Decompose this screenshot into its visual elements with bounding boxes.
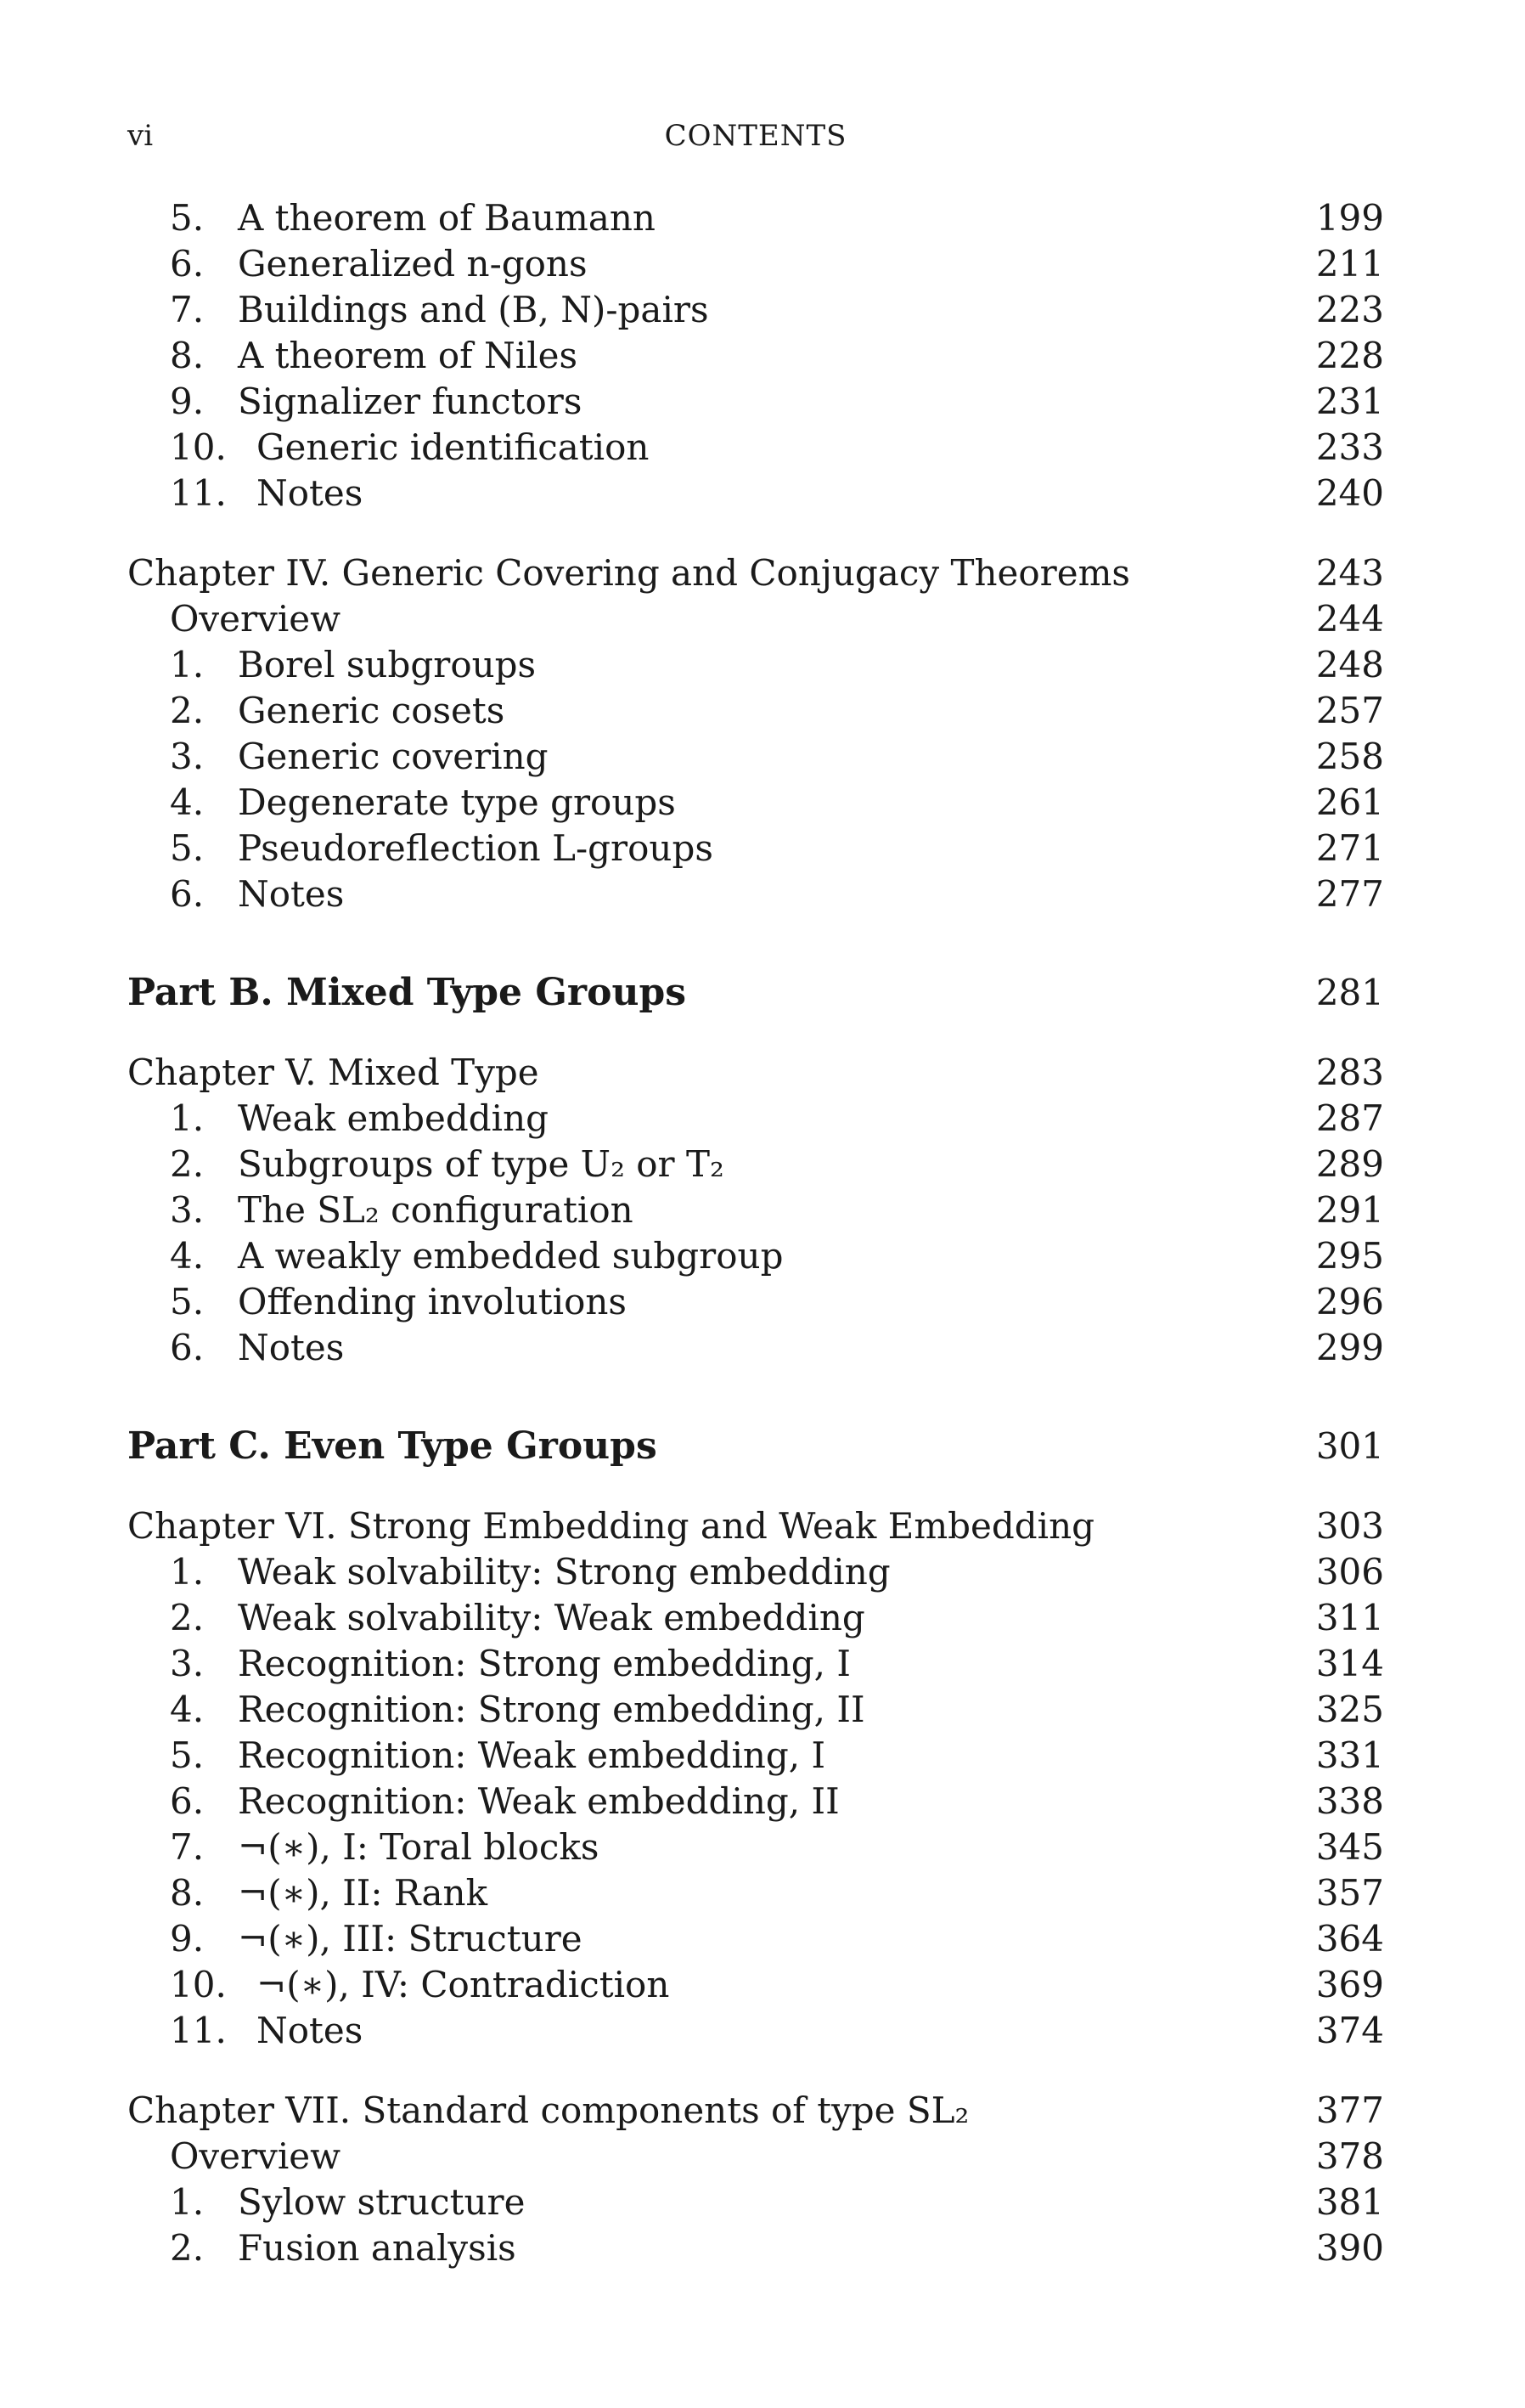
toc-entry-label: Weak embedding bbox=[238, 1097, 549, 1139]
toc-entry-section bbox=[127, 1549, 1384, 1595]
toc-section-number: 1. bbox=[170, 1097, 205, 1139]
toc-entry-chapter bbox=[127, 1503, 1384, 1549]
toc-entry-section bbox=[127, 1870, 1384, 1916]
toc-entry-part bbox=[127, 1424, 1384, 1469]
toc-section-number: 7. bbox=[170, 289, 205, 330]
toc-entry-label: Notes bbox=[238, 1327, 345, 1368]
page-header bbox=[127, 119, 1384, 161]
toc-section-number: 8. bbox=[170, 1872, 205, 1914]
toc-page-number: 211 bbox=[1315, 243, 1384, 285]
running-title: CONTENTS bbox=[664, 119, 847, 153]
toc-entry-section bbox=[127, 780, 1384, 826]
toc-page-number: 271 bbox=[1315, 827, 1384, 869]
toc-section-number: 7. bbox=[170, 1826, 205, 1868]
toc-entry-section bbox=[127, 287, 1384, 333]
toc-section-number: 5. bbox=[170, 1734, 205, 1776]
toc-section-number: 11. bbox=[170, 2010, 227, 2051]
toc-entry-label: Notes bbox=[256, 472, 363, 514]
toc-page-number: 381 bbox=[1315, 2181, 1384, 2223]
toc-entry-section bbox=[127, 871, 1384, 917]
toc-section-number: 5. bbox=[170, 197, 205, 239]
toc-page-number: 287 bbox=[1315, 1097, 1384, 1139]
toc-page-number: 223 bbox=[1315, 289, 1384, 330]
toc-entry-label: Notes bbox=[238, 873, 345, 915]
toc-entry-section bbox=[127, 2008, 1384, 2054]
toc-page-number: 243 bbox=[1315, 552, 1384, 594]
toc-entry-section bbox=[127, 1687, 1384, 1733]
toc-entry-part bbox=[127, 970, 1384, 1016]
toc-entry-label: ¬(∗), II: Rank bbox=[238, 1872, 488, 1914]
toc-section-number: 9. bbox=[170, 1918, 205, 1960]
chapter-title: Chapter VII. Standard components of type SL₂ bbox=[127, 2089, 970, 2131]
toc-page-number: 258 bbox=[1315, 736, 1384, 777]
toc-entry-chapter bbox=[127, 2088, 1384, 2134]
toc-page-number: 390 bbox=[1315, 2227, 1384, 2269]
toc-page-number: 378 bbox=[1315, 2135, 1384, 2177]
toc-page-number: 296 bbox=[1315, 1281, 1384, 1322]
toc-entry-label: Overview bbox=[170, 598, 341, 640]
toc-entry-section bbox=[127, 1096, 1384, 1142]
toc-entry-label: Buildings and (B, N)-pairs bbox=[238, 289, 709, 330]
toc-entry-label: Notes bbox=[256, 2010, 363, 2051]
toc-page-number: 244 bbox=[1315, 598, 1384, 640]
toc-section-number: 6. bbox=[170, 1780, 205, 1822]
chapter-title: Chapter VI. Strong Embedding and Weak Embedding bbox=[127, 1505, 1095, 1547]
toc-entry-label: Sylow structure bbox=[238, 2181, 526, 2223]
chapter-title: Chapter IV. Generic Covering and Conjugacy Theorems bbox=[127, 552, 1130, 594]
toc-section-number: 1. bbox=[170, 644, 205, 685]
toc-page-number: 377 bbox=[1315, 2089, 1384, 2131]
toc-entry-section bbox=[127, 195, 1384, 241]
toc-entry-label: ¬(∗), III: Structure bbox=[238, 1918, 582, 1960]
chapter-title: Chapter V. Mixed Type bbox=[127, 1052, 539, 1093]
toc-entry-section bbox=[127, 1595, 1384, 1641]
toc-entry-overview bbox=[127, 596, 1384, 642]
toc-entry-label: Recognition: Weak embedding, I bbox=[238, 1734, 826, 1776]
toc-page-number: 231 bbox=[1315, 381, 1384, 422]
toc-section-number: 4. bbox=[170, 1235, 205, 1277]
toc-entry-section bbox=[127, 1733, 1384, 1779]
toc-entry-section bbox=[127, 826, 1384, 871]
toc-section-number: 8. bbox=[170, 335, 205, 376]
toc-section-number: 2. bbox=[170, 1143, 205, 1185]
toc-section-number: 4. bbox=[170, 781, 205, 823]
toc-section-number: 2. bbox=[170, 2227, 205, 2269]
toc-page-number: 261 bbox=[1315, 781, 1384, 823]
toc-page-number: 301 bbox=[1315, 1425, 1384, 1467]
toc-entry-label: Overview bbox=[170, 2135, 341, 2177]
toc-entry-section bbox=[127, 1233, 1384, 1279]
toc-entry-section bbox=[127, 1779, 1384, 1824]
toc-section-number: 3. bbox=[170, 1189, 205, 1231]
toc-entry-label: A theorem of Baumann bbox=[238, 197, 656, 239]
toc-entry-section bbox=[127, 1916, 1384, 1962]
toc-entry-section bbox=[127, 1824, 1384, 1870]
toc-entry-section bbox=[127, 2180, 1384, 2225]
toc-entry-label: A weakly embedded subgroup bbox=[238, 1235, 784, 1277]
toc-entry-overview bbox=[127, 2134, 1384, 2180]
toc-entry-label: Pseudoreflection L-groups bbox=[238, 827, 713, 869]
toc-entry-label: Weak solvability: Weak embedding bbox=[238, 1597, 865, 1638]
toc-entry-section bbox=[127, 1279, 1384, 1325]
toc-page-number: 228 bbox=[1315, 335, 1384, 376]
part-title: Part B. Mixed Type Groups bbox=[127, 971, 686, 1014]
toc-entry-section bbox=[127, 1325, 1384, 1371]
toc-section-number: 9. bbox=[170, 381, 205, 422]
table-of-contents bbox=[127, 195, 1384, 2271]
toc-section-number: 5. bbox=[170, 827, 205, 869]
toc-entry-chapter bbox=[127, 550, 1384, 596]
toc-page-number: 325 bbox=[1315, 1689, 1384, 1730]
toc-section-number: 4. bbox=[170, 1689, 205, 1730]
toc-section-number: 11. bbox=[170, 472, 227, 514]
toc-section-number: 10. bbox=[170, 426, 227, 468]
toc-page-number: 248 bbox=[1315, 644, 1384, 685]
toc-section-number: 10. bbox=[170, 1964, 227, 2005]
toc-page-number: 369 bbox=[1315, 1964, 1384, 2005]
toc-page-number: 199 bbox=[1315, 197, 1384, 239]
toc-page-number: 295 bbox=[1315, 1235, 1384, 1277]
toc-entry-label: Recognition: Strong embedding, I bbox=[238, 1643, 851, 1684]
toc-page-number: 374 bbox=[1315, 2010, 1384, 2051]
toc-entry-label: Fusion analysis bbox=[238, 2227, 516, 2269]
toc-entry-label: Generalized n-gons bbox=[238, 243, 588, 285]
toc-page-number: 281 bbox=[1315, 972, 1384, 1013]
toc-page-number: 257 bbox=[1315, 690, 1384, 731]
toc-entry-label: Generic cosets bbox=[238, 690, 505, 731]
toc-entry-section bbox=[127, 241, 1384, 287]
toc-entry-section bbox=[127, 1641, 1384, 1687]
toc-entry-label: Recognition: Strong embedding, II bbox=[238, 1689, 865, 1730]
toc-page-number: 299 bbox=[1315, 1327, 1384, 1368]
toc-entry-label: Generic identification bbox=[256, 426, 650, 468]
toc-page-number: 338 bbox=[1315, 1780, 1384, 1822]
toc-section-number: 1. bbox=[170, 2181, 205, 2223]
toc-page-number: 277 bbox=[1315, 873, 1384, 915]
toc-page-number: 283 bbox=[1315, 1052, 1384, 1093]
toc-section-number: 6. bbox=[170, 1327, 205, 1368]
toc-entry-section bbox=[127, 379, 1384, 425]
toc-page-number: 364 bbox=[1315, 1918, 1384, 1960]
toc-section-number: 3. bbox=[170, 1643, 205, 1684]
toc-entry-label: A theorem of Niles bbox=[238, 335, 578, 376]
toc-section-number: 2. bbox=[170, 1597, 205, 1638]
part-title: Part C. Even Type Groups bbox=[127, 1424, 657, 1468]
toc-entry-label: ¬(∗), I: Toral blocks bbox=[238, 1826, 599, 1868]
toc-page-number: 240 bbox=[1315, 472, 1384, 514]
toc-section-number: 1. bbox=[170, 1551, 205, 1593]
toc-entry-section bbox=[127, 2225, 1384, 2271]
toc-page-number: 303 bbox=[1315, 1505, 1384, 1547]
toc-page-number: 306 bbox=[1315, 1551, 1384, 1593]
toc-page-number: 291 bbox=[1315, 1189, 1384, 1231]
toc-page-number: 331 bbox=[1315, 1734, 1384, 1776]
toc-entry-label: Subgroups of type U₂ or T₂ bbox=[238, 1143, 724, 1185]
toc-entry-section bbox=[127, 1187, 1384, 1233]
toc-entry-section bbox=[127, 1142, 1384, 1187]
toc-entry-chapter bbox=[127, 1050, 1384, 1096]
toc-entry-label: Degenerate type groups bbox=[238, 781, 676, 823]
toc-section-number: 3. bbox=[170, 736, 205, 777]
toc-entry-label: ¬(∗), IV: Contradiction bbox=[256, 1964, 670, 2005]
toc-entry-section bbox=[127, 642, 1384, 688]
page-number: vi bbox=[127, 119, 154, 153]
toc-entry-section bbox=[127, 333, 1384, 379]
toc-page-number: 289 bbox=[1315, 1143, 1384, 1185]
toc-entry-label: Recognition: Weak embedding, II bbox=[238, 1780, 840, 1822]
toc-entry-section bbox=[127, 688, 1384, 734]
toc-section-number: 6. bbox=[170, 873, 205, 915]
toc-entry-label: Weak solvability: Strong embedding bbox=[238, 1551, 891, 1593]
toc-entry-section bbox=[127, 471, 1384, 516]
toc-section-number: 6. bbox=[170, 243, 205, 285]
toc-entry-section bbox=[127, 734, 1384, 780]
toc-page-number: 233 bbox=[1315, 426, 1384, 468]
toc-entry-label: Generic covering bbox=[238, 736, 549, 777]
toc-page-number: 311 bbox=[1315, 1597, 1384, 1638]
toc-entry-label: The SL₂ configuration bbox=[238, 1189, 633, 1231]
toc-page-number: 345 bbox=[1315, 1826, 1384, 1868]
toc-entry-section bbox=[127, 425, 1384, 471]
toc-entry-label: Offending involutions bbox=[238, 1281, 627, 1322]
toc-entry-label: Signalizer functors bbox=[238, 381, 582, 422]
toc-section-number: 5. bbox=[170, 1281, 205, 1322]
toc-section-number: 2. bbox=[170, 690, 205, 731]
toc-entry-section bbox=[127, 1962, 1384, 2008]
toc-page-number: 357 bbox=[1315, 1872, 1384, 1914]
toc-page-number: 314 bbox=[1315, 1643, 1384, 1684]
toc-entry-label: Borel subgroups bbox=[238, 644, 537, 685]
